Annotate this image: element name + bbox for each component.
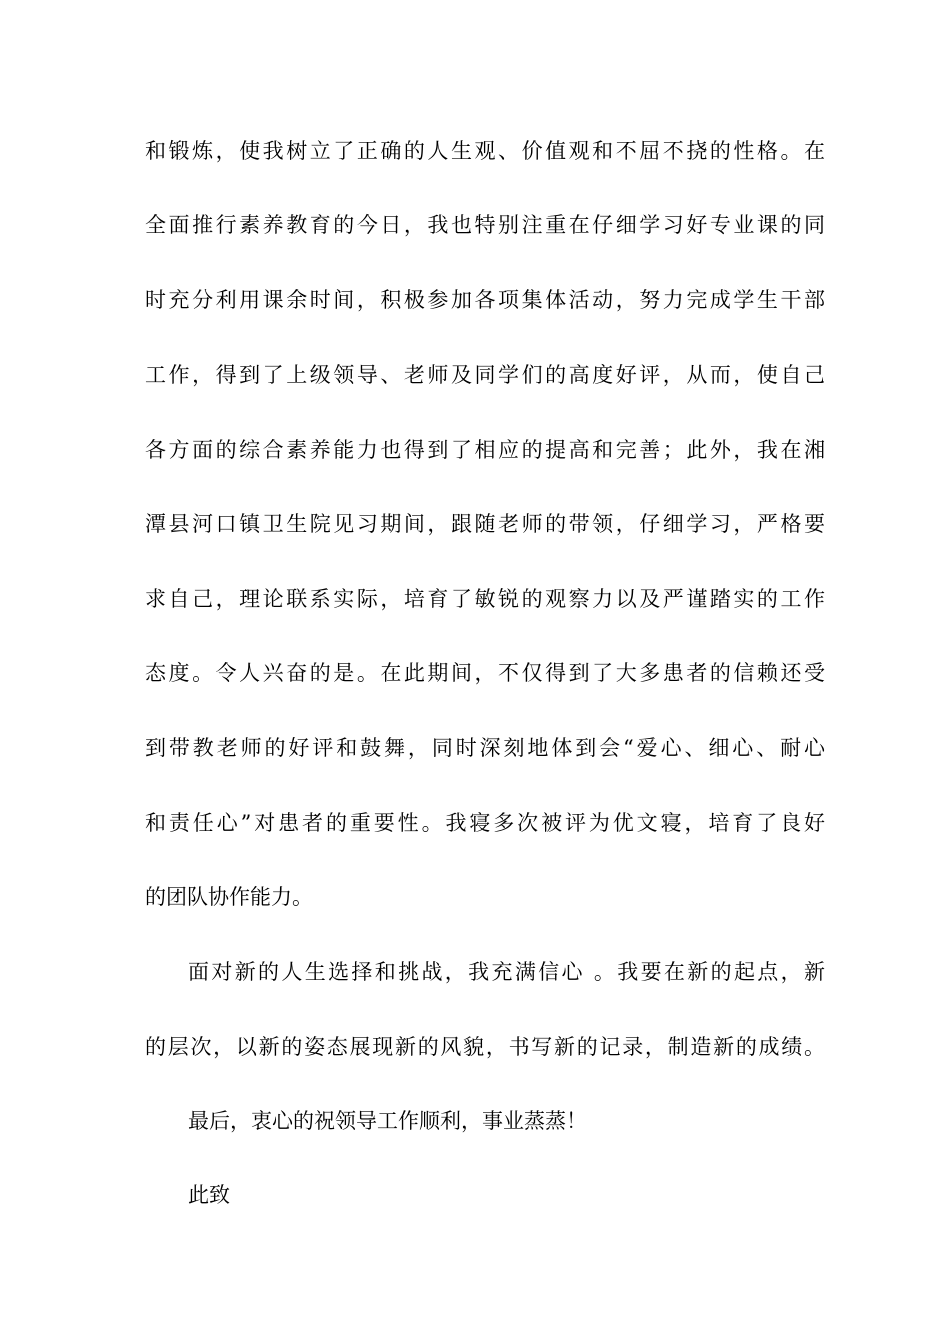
text-line: 求自己，理论联系实际，培育了敏锐的观察力以及严谨踏实的工作 <box>145 587 825 611</box>
text-line: 时充分利用课余时间，积极参加各项集体活动，努力完成学生干部 <box>145 288 825 312</box>
text-line: 此致 <box>188 1183 230 1207</box>
text-line: 面对新的人生选择和挑战，我充满信心 。我要在新的起点，新 <box>188 960 825 984</box>
text-line: 各方面的综合素养能力也得到了相应的提高和完善；此外，我在湘 <box>145 438 825 462</box>
text-line: 态度。令人兴奋的是。在此期间，不仅得到了大多患者的信赖还受 <box>145 661 825 685</box>
text-line: 到带教老师的好评和鼓舞，同时深刻地体到会“爱心、细心、耐心 <box>145 736 825 760</box>
text-line: 的团队协作能力。 <box>145 885 313 909</box>
text-line: 和责任心”对患者的重要性。我寝多次被评为优文寝，培育了良好 <box>145 811 825 835</box>
text-line: 和锻炼，使我树立了正确的人生观、价值观和不屈不挠的性格。在 <box>145 139 825 163</box>
text-line: 的层次，以新的姿态展现新的风貌，书写新的记录，制造新的成绩。 <box>145 1035 825 1059</box>
text-line: 最后，衷心的祝领导工作顺利，事业蒸蒸！ <box>188 1109 587 1133</box>
text-line: 工作，得到了上级领导、老师及同学们的高度好评，从而，使自己 <box>145 363 825 387</box>
text-line: 全面推行素养教育的今日，我也特别注重在仔细学习好专业课的同 <box>145 213 825 237</box>
text-line: 潭县河口镇卫生院见习期间，跟随老师的带领，仔细学习，严格要 <box>145 512 825 536</box>
